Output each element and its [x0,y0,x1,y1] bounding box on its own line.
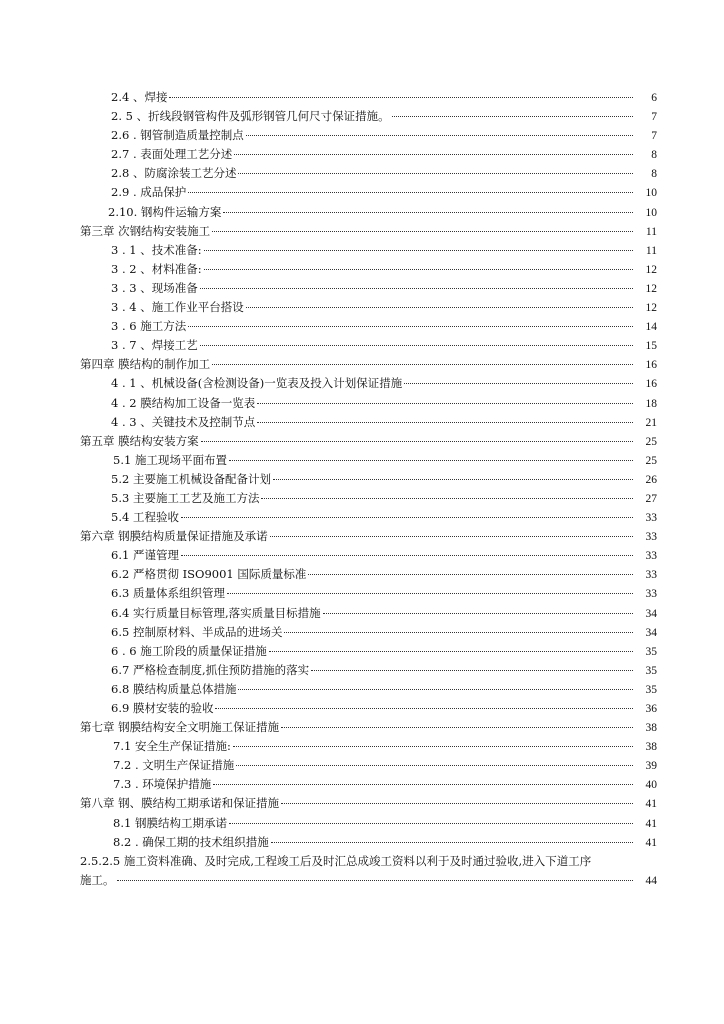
toc-entry-page: 12 [645,302,657,315]
toc-entry-label: 8.2 . 确保工期的技术组织措施 [113,834,269,849]
toc-entry-page: 12 [645,282,657,295]
toc-entry-page: 33 [645,531,657,544]
toc-row[interactable] [0,489,724,508]
toc-entry-page: 35 [645,683,657,696]
dot-leader [308,574,633,575]
toc-entry-label: 5.4 工程验收 [111,510,179,525]
toc-entry-page: 10 [645,187,657,200]
dot-leader [169,97,633,98]
toc-entry-label: 6.3 质量体系组织管理 [111,586,225,601]
dot-leader [204,250,633,251]
toc-entry-page: 36 [645,703,657,715]
toc-entry-label: 第八章 钢、膜结构工期承诺和保证措施 [80,796,280,811]
toc-entry-page: 15 [645,340,657,353]
toc-row[interactable] [0,317,724,336]
toc-entry-page: 25 [645,435,657,448]
dot-leader [270,536,633,537]
table-of-contents [0,88,724,890]
toc-entry-page: 11 [645,225,657,238]
dot-leader [200,288,633,289]
toc-row[interactable] [0,661,724,680]
toc-entry-label: 2.9 . 成品保护 [111,185,187,200]
toc-row[interactable] [0,584,724,603]
toc-entry-page: 10 [645,206,657,219]
toc-row[interactable] [0,355,724,374]
toc-entry-label: 第四章 膜结构的制作加工 [80,357,211,372]
dot-leader [223,212,633,213]
toc-entry-label: 6.7 严格检查制度,抓住预防措施的落实 [111,662,310,677]
dot-leader [200,345,633,346]
toc-row[interactable] [0,852,724,871]
toc-row[interactable] [0,546,724,565]
toc-row[interactable] [0,604,724,623]
toc-entry-label: 6.1 严谨管理 [111,548,179,563]
toc-entry-page: 27 [645,492,657,505]
dot-leader [188,326,633,327]
toc-entry-label: 2.10. 钢构件运输方案 [108,204,222,219]
toc-entry-label: 6.5 控制原材料、半成品的进场关 [111,624,283,639]
toc-row[interactable] [0,470,724,489]
dot-leader [261,498,633,499]
toc-row[interactable] [0,164,724,183]
toc-entry-label: 4 . 1 、机械设备(含检测设备)一览表及投入计划保证措施 [111,376,403,391]
toc-entry-label: 施工。 [80,872,115,887]
dot-leader [229,460,633,461]
toc-entry-page: 33 [645,550,657,563]
toc-entry-label: 2.4 、焊接 [111,90,168,104]
toc-entry-page: 39 [645,760,657,773]
toc-entry-page: 26 [645,473,657,486]
toc-row[interactable] [0,775,724,794]
toc-entry-page: 16 [645,378,657,391]
dot-leader [271,842,633,843]
toc-entry-label: 6.9 膜材安装的验收 [111,701,214,715]
toc-row[interactable] [0,126,724,145]
toc-row[interactable] [0,260,724,279]
toc-row[interactable] [0,623,724,642]
toc-entry-label: 3 . 4 、施工作业平台搭设 [111,300,244,315]
dot-leader [404,383,633,384]
toc-row[interactable] [0,145,724,164]
toc-entry-label: 5.2 主要施工机械设备配备计划 [111,471,271,486]
toc-entry-label: 2.6 . 钢管制造质量控制点 [111,128,244,143]
toc-entry-page: 41 [645,817,657,830]
toc-entry-label: 6.8 膜结构质量总体措施 [111,681,237,696]
toc-entry-label: 第六章 钢膜结构质量保证措施及承诺 [80,529,268,544]
toc-row[interactable] [0,508,724,527]
toc-entry-label: 6 . 6 施工阶段的质量保证措施 [111,643,267,658]
toc-entry-page: 40 [645,779,657,792]
toc-entry-page: 33 [645,569,657,582]
wrapped-entry-line1: 2.5.2.5 施工资料准确、及时完成,工程竣工后及时汇总成竣工资料以利于及时通过验收,进入下道工序 [80,853,592,868]
toc-entry-label: 3 . 2 、材料准备: [111,261,202,276]
dot-leader [213,784,633,785]
dot-leader [246,307,633,308]
dot-leader [392,116,633,117]
toc-entry-page: 21 [645,416,657,429]
toc-entry-label: 6.4 实行质量目标管理,落实质量目标措施 [111,605,321,620]
toc-entry-label: 7.3 . 环境保护措施 [113,777,212,792]
toc-entry-page: 41 [645,836,657,849]
dot-leader [257,422,633,423]
dot-leader [212,364,633,365]
toc-entry-page: 7 [651,111,657,124]
toc-entry-label: 8.1 钢膜结构工期承诺 [113,815,227,830]
toc-row[interactable] [0,374,724,393]
toc-entry-page: 7 [651,130,657,143]
dot-leader [273,479,633,480]
dot-leader [117,880,634,881]
toc-entry-page: 33 [645,512,657,525]
dot-leader [284,632,633,633]
toc-entry-page: 8 [651,149,657,162]
toc-entry-label: 2. 5 、折线段钢管构件及弧形钢管几何尺寸保证措施。 [111,109,390,124]
dot-leader [269,651,633,652]
dot-leader [236,765,633,766]
toc-entry-label: 3 . 1 、技术准备: [111,242,202,257]
dot-leader [238,173,633,174]
toc-row[interactable] [0,451,724,470]
toc-row[interactable] [0,336,724,355]
toc-entry-page: 18 [645,397,657,410]
toc-row[interactable] [0,718,724,737]
toc-entry-label: 4 . 3 、关键技术及控制节点 [111,414,256,429]
dot-leader [246,135,633,136]
dot-leader [212,231,633,232]
dot-leader [181,517,633,518]
toc-row[interactable] [0,107,724,126]
dot-leader [323,613,633,614]
toc-entry-label: 5.1 施工现场平面布置 [113,452,227,467]
toc-row[interactable] [0,680,724,699]
dot-leader [201,441,633,442]
toc-row[interactable] [0,756,724,775]
toc-entry-page: 25 [645,454,657,467]
toc-entry-page: 38 [645,722,657,735]
toc-entry-label: 2.8 、防腐涂装工艺分述 [111,166,237,181]
toc-row[interactable] [0,833,724,852]
toc-row[interactable] [0,737,724,756]
toc-row[interactable] [0,527,724,546]
toc-row[interactable] [0,642,724,661]
toc-row[interactable] [0,279,724,298]
toc-entry-page: 38 [645,741,657,754]
toc-entry-page: 16 [645,359,657,372]
toc-entry-label: 第三章 次钢结构安装施工 [80,223,211,238]
toc-entry-page: 35 [645,664,657,677]
dot-leader [227,593,633,594]
dot-leader [188,192,633,193]
toc-entry-label: 6.2 严格贯彻 ISO9001 国际质量标准 [111,567,307,582]
dot-leader [234,154,633,155]
toc-entry-label: 第五章 膜结构安装方案 [80,433,199,448]
toc-row[interactable] [0,814,724,833]
dot-leader [181,555,633,556]
toc-row[interactable] [0,222,724,241]
toc-entry-page: 14 [645,321,657,334]
toc-entry-label: 第七章 钢膜结构安全文明施工保证措施 [80,720,280,735]
toc-entry-page: 41 [645,798,657,811]
dot-leader [257,403,633,404]
toc-row[interactable] [0,413,724,432]
toc-entry-label: 7.1 安全生产保证措施: [113,739,231,754]
toc-row[interactable] [0,183,724,202]
toc-entry-label: 7.2 . 文明生产保证措施 [113,758,235,773]
toc-entry-label: 3 . 7 、焊接工艺 [111,338,198,353]
toc-entry-label: 5.3 主要施工工艺及施工方法 [111,490,260,505]
toc-entry-page: 35 [645,645,657,658]
toc-row[interactable] [0,565,724,584]
dot-leader [229,823,633,824]
toc-row[interactable] [0,203,724,222]
toc-entry-page: 34 [645,607,657,620]
toc-entry-page: 34 [645,626,657,639]
toc-entry-label: 2.7 . 表面处理工艺分述 [111,147,233,162]
toc-entry-label: 3 . 3 、现场准备 [111,280,198,295]
dot-leader [311,670,633,671]
toc-row[interactable] [0,298,724,317]
toc-row[interactable] [0,794,724,813]
toc-entry-page: 6 [651,92,657,104]
dot-leader [238,689,633,690]
toc-entry-page: 33 [645,588,657,601]
dot-leader [281,727,633,728]
toc-row[interactable] [0,432,724,451]
toc-row[interactable] [0,88,724,107]
toc-row[interactable] [0,871,724,890]
toc-row[interactable] [0,699,724,718]
toc-entry-label: 4 . 2 膜结构加工设备一览表 [111,395,256,410]
toc-entry-page: 8 [651,168,657,181]
toc-row[interactable] [0,394,724,413]
toc-entry-page: 44 [645,874,657,887]
toc-entry-page: 11 [645,244,657,257]
dot-leader [281,803,633,804]
toc-entry-page: 12 [645,263,657,276]
dot-leader [233,746,633,747]
toc-entry-label: 3 . 6 施工方法 [111,319,187,334]
dot-leader [215,708,633,709]
toc-row[interactable] [0,241,724,260]
dot-leader [204,269,633,270]
